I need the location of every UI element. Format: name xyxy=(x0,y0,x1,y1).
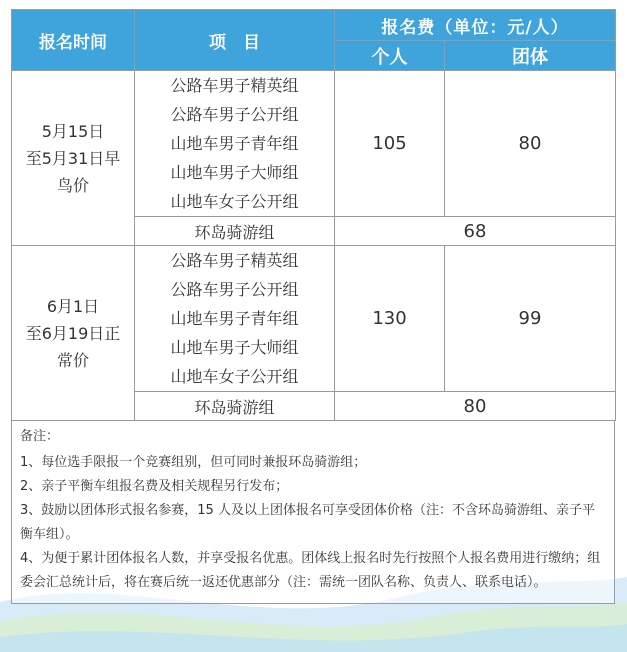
item-name: 公路车男子精英组 xyxy=(170,76,299,95)
fee-sheet xyxy=(11,9,615,604)
item-name: 公路车男子公开组 xyxy=(170,280,299,299)
island-tour-fee: 68 xyxy=(335,217,616,246)
individual-fee: 105 xyxy=(335,71,445,217)
header-group: 团体 xyxy=(445,41,616,71)
note-item: 1、每位选手限报一个竞赛组别，但可同时兼报环岛骑游组； xyxy=(20,455,367,470)
group-fee: 80 xyxy=(445,71,616,217)
item-name: 山地车女子公开组 xyxy=(170,192,299,211)
item-name: 山地车男子大师组 xyxy=(170,163,299,182)
individual-fee: 130 xyxy=(335,246,445,392)
item-name: 山地车男子青年组 xyxy=(170,309,299,328)
island-tour-label: 环岛骑游组 xyxy=(135,392,335,421)
notes-heading: 备注： xyxy=(20,429,60,444)
period-date-text: 6月1日 至6月19日正 常价 xyxy=(25,296,121,370)
item-name: 山地车男子大师组 xyxy=(170,338,299,357)
item-name: 山地车男子青年组 xyxy=(170,134,299,153)
note-item: 4、为便于累计团体报名人数，并享受报名优惠。团体线上报名时先行按照个人报名费用进行缴纳；组委会汇总统计后，将在赛后统一返还优惠部分（注：需统一团队名称、负责人、联系电话）。 xyxy=(20,551,601,590)
registration-fee-table xyxy=(11,9,616,421)
group-fee: 99 xyxy=(445,246,616,392)
note-item: 3、鼓励以团体形式报名参赛，15 人及以上团体报名可享受团体价格（注：不含环岛骑游组、亲子平衡车组）。 xyxy=(20,503,595,542)
header-individual: 个人 xyxy=(335,41,445,71)
competition-items xyxy=(135,246,335,392)
header-registration-time: 报名时间 xyxy=(12,10,135,71)
period-date-text: 5月15日 至5月31日早 鸟价 xyxy=(25,121,121,195)
period-date xyxy=(12,71,135,246)
header-registration-fee: 报名费（单位：元/人） xyxy=(335,10,616,41)
item-name: 山地车女子公开组 xyxy=(170,367,299,386)
header-item: 项 目 xyxy=(135,10,335,71)
item-name: 公路车男子精英组 xyxy=(170,251,299,270)
note-item: 2、亲子平衡车组报名费及相关规程另行发布； xyxy=(20,479,289,494)
period-date xyxy=(12,246,135,421)
island-tour-fee: 80 xyxy=(335,392,616,421)
competition-items xyxy=(135,71,335,217)
item-name: 公路车男子公开组 xyxy=(170,105,299,124)
notes-section xyxy=(11,421,615,604)
island-tour-label: 环岛骑游组 xyxy=(135,217,335,246)
